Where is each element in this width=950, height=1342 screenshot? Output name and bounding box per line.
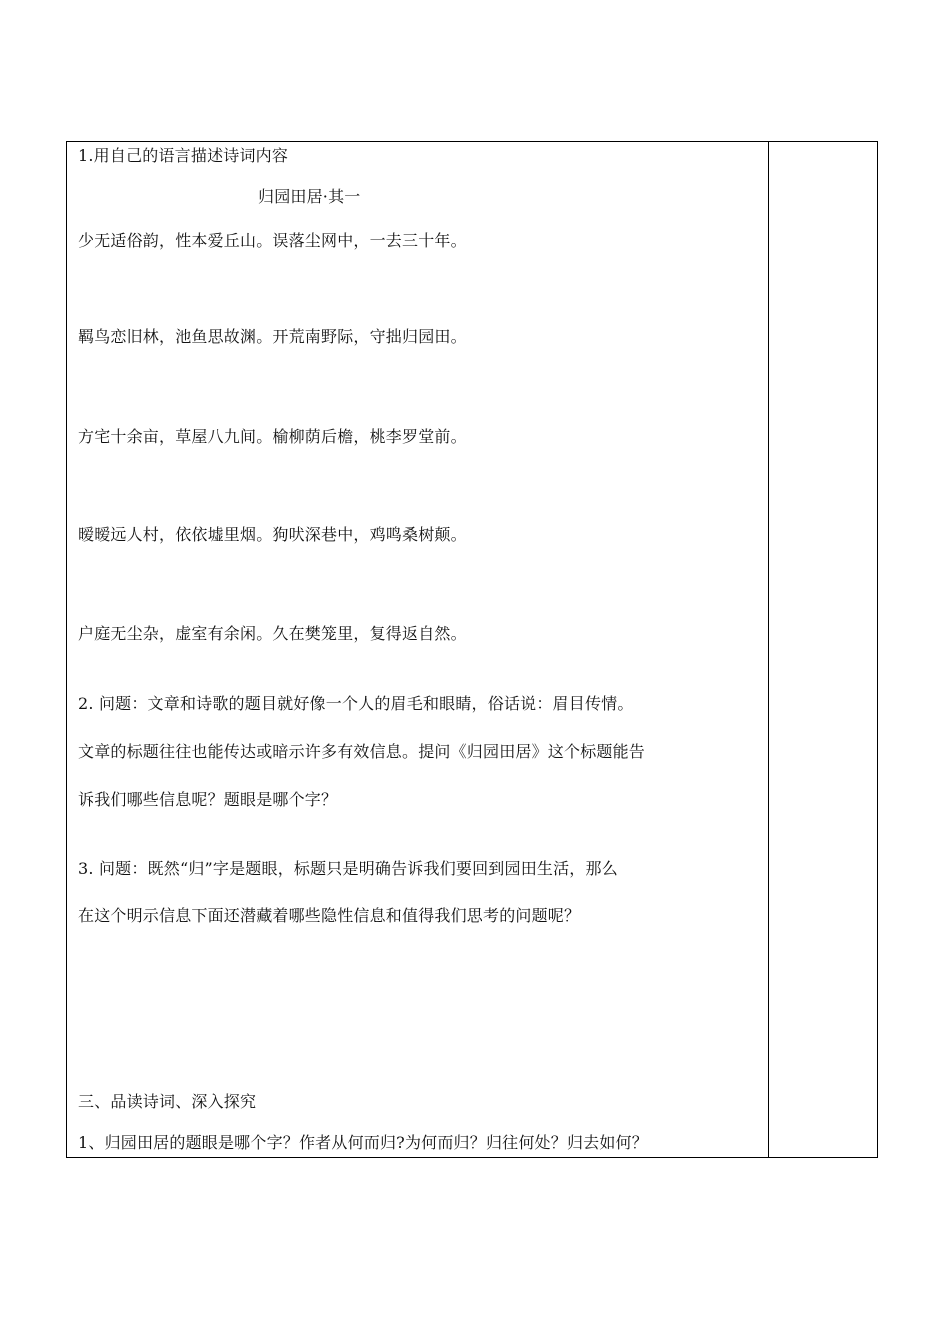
question-3-line: 在这个明示信息下面还潜藏着哪些隐性信息和值得我们思考的问题呢？: [78, 906, 581, 925]
question-2-line: 诉我们哪些信息呢？题眼是哪个字？: [78, 790, 338, 809]
question-2-line: 文章的标题往往也能传达或暗示许多有效信息。提问《归园田居》这个标题能告: [78, 742, 646, 761]
question-3-line: 3. 问题：既然“归”字是题眼，标题只是明确告诉我们要回到园田生活，那么: [78, 859, 618, 878]
poem-title: 归园田居·其一: [258, 187, 361, 206]
poem-line: 羁鸟恋旧林，池鱼思故渊。开荒南野际，守拙归园田。: [78, 327, 467, 346]
question-4: 1、归园田居的题眼是哪个字？作者从何而归?为何而归？归往何处？归去如何？: [78, 1133, 648, 1152]
question-1: 1.用自己的语言描述诗词内容: [78, 146, 289, 165]
worksheet-table: [66, 141, 878, 1158]
poem-line: 少无适俗韵，性本爱丘山。误落尘网中，一去三十年。: [78, 231, 467, 250]
poem-line: 方宅十余亩，草屋八九间。榆柳荫后檐，桃李罗堂前。: [78, 427, 467, 446]
poem-line: 户庭无尘杂，虚室有余闲。久在樊笼里，复得返自然。: [78, 624, 467, 643]
poem-line: 暧暧远人村，依依墟里烟。狗吠深巷中，鸡鸣桑树颠。: [78, 525, 467, 544]
question-2-line: 2. 问题：文章和诗歌的题目就好像一个人的眉毛和眼睛，俗话说：眉目传情。: [78, 694, 634, 713]
column-divider: [768, 141, 769, 1158]
section-heading: 三、品读诗词、深入探究: [78, 1092, 257, 1111]
